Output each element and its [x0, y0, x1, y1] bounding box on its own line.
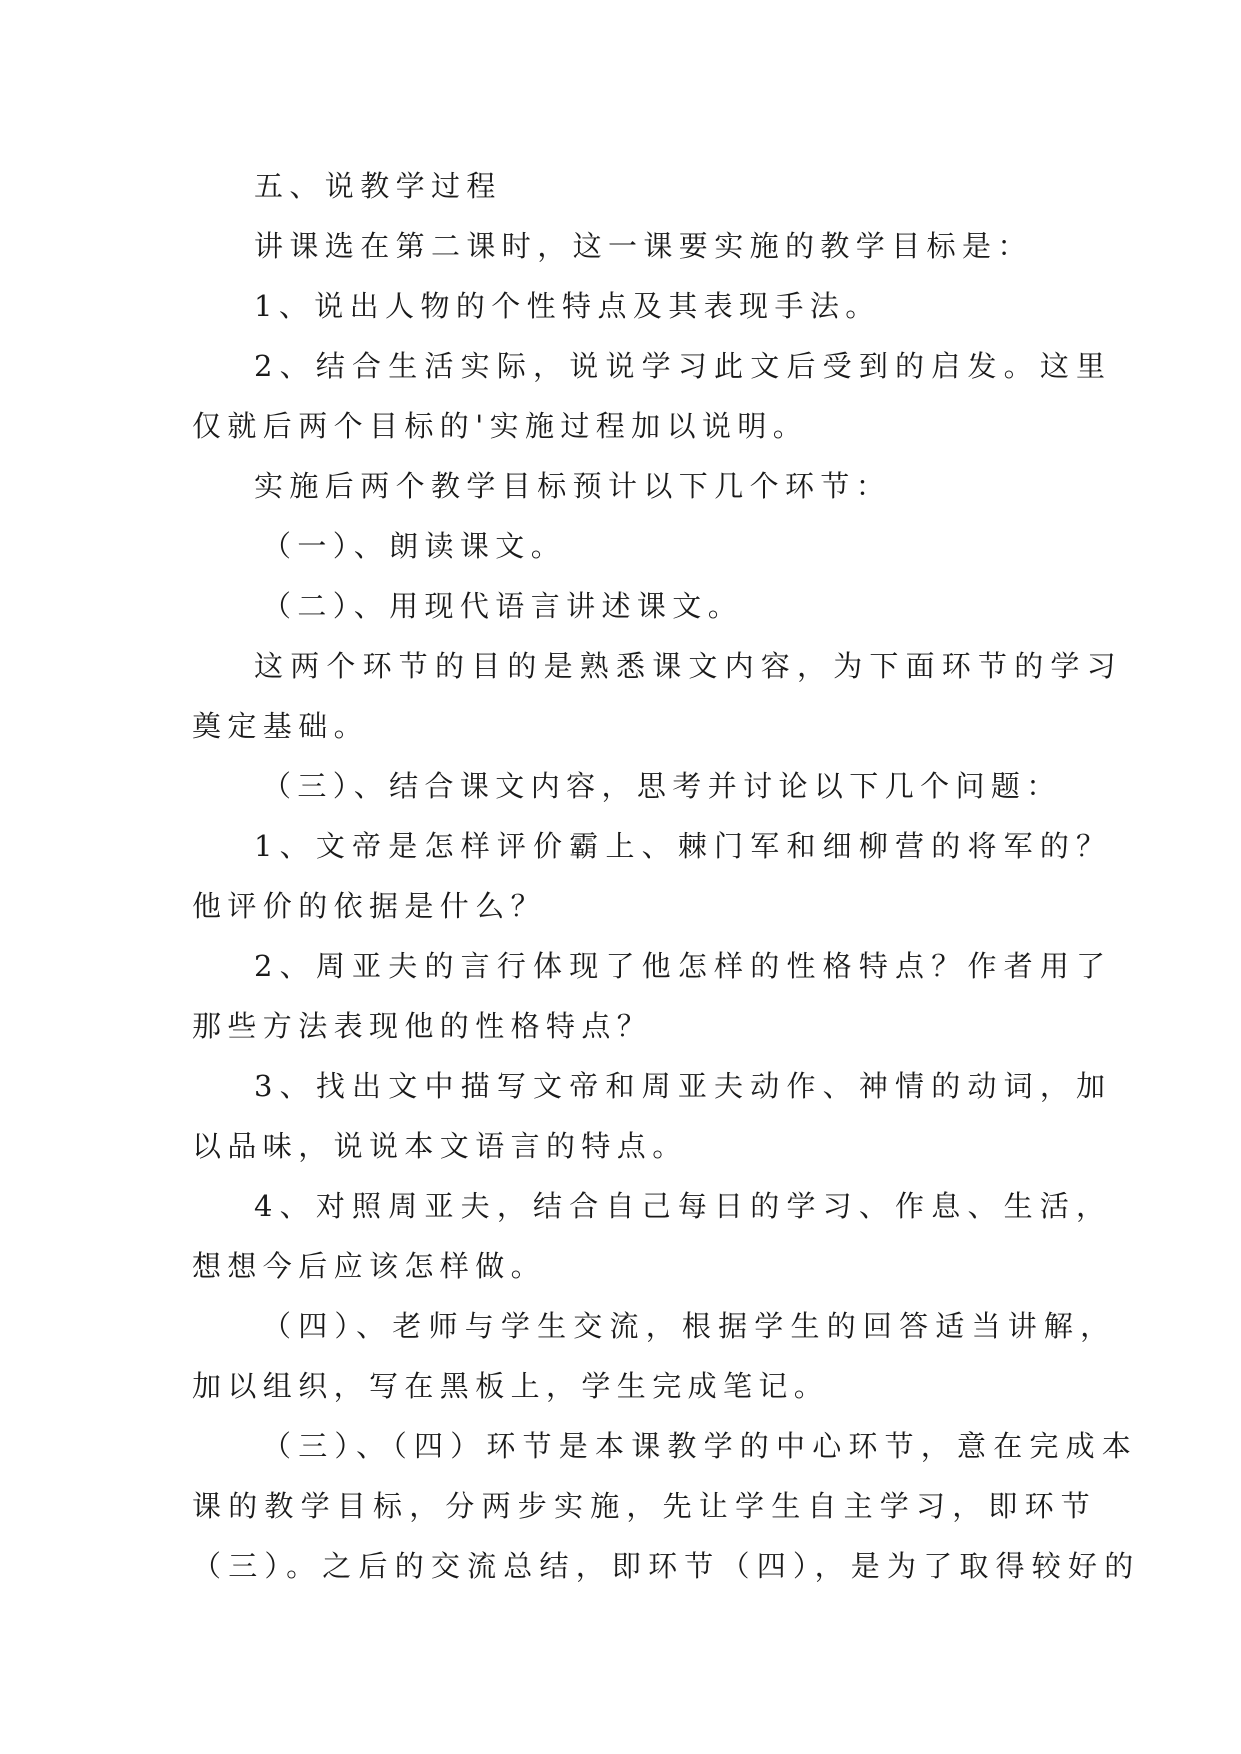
question-line: 他评价的依据是什么？	[192, 889, 547, 923]
section-heading: 五、说教学过程	[254, 169, 502, 203]
list-item-line: 2、结合生活实际，说说学习此文后受到的启发。这里	[254, 349, 1113, 383]
paragraph-line: 加以组织，写在黑板上，学生完成笔记。	[192, 1369, 830, 1403]
list-item-line: （三）、结合课文内容，思考并讨论以下几个问题：	[262, 769, 1062, 803]
question-line: 那些方法表现他的性格特点？	[192, 1009, 653, 1043]
paragraph-line: 讲课选在第二课时，这一课要实施的教学目标是：	[254, 229, 1033, 263]
question-line: 4、对照周亚夫，结合自己每日的学习、作息、生活，	[254, 1189, 1113, 1223]
list-item-line: （四）、老师与学生交流，根据学生的回答适当讲解，	[262, 1309, 1117, 1343]
paragraph-line: 实施后两个教学目标预计以下几个环节：	[254, 469, 892, 503]
question-line: 想想今后应该怎样做。	[192, 1249, 547, 1283]
list-item-line: 1、说出人物的个性特点及其表现手法。	[254, 289, 881, 323]
list-item-line: （二）、用现代语言讲述课文。	[262, 589, 744, 623]
list-item-line: （一）、朗读课文。	[262, 529, 567, 563]
question-line: 3、找出文中描写文帝和周亚夫动作、神情的动词，加	[254, 1069, 1113, 1103]
paragraph-line: 仅就后两个目标的'实施过程加以说明。	[192, 409, 809, 443]
paragraph-line: 奠定基础。	[192, 709, 370, 743]
paragraph-line: （三）。之后的交流总结，即环节（四），是为了取得较好的	[192, 1549, 1141, 1583]
question-line: 2、周亚夫的言行体现了他怎样的性格特点？作者用了	[254, 949, 1113, 983]
paragraph-line: 这两个环节的目的是熟悉课文内容，为下面环节的学习	[254, 649, 1123, 683]
paragraph-line: （三）、（四）环节是本课教学的中心环节，意在完成本	[262, 1429, 1139, 1463]
paragraph-line: 课的教学目标，分两步实施，先让学生自主学习，即环节	[192, 1489, 1098, 1523]
question-line: 1、文帝是怎样评价霸上、棘门军和细柳营的将军的？	[254, 829, 1113, 863]
question-line: 以品味，说说本文语言的特点。	[192, 1129, 688, 1163]
